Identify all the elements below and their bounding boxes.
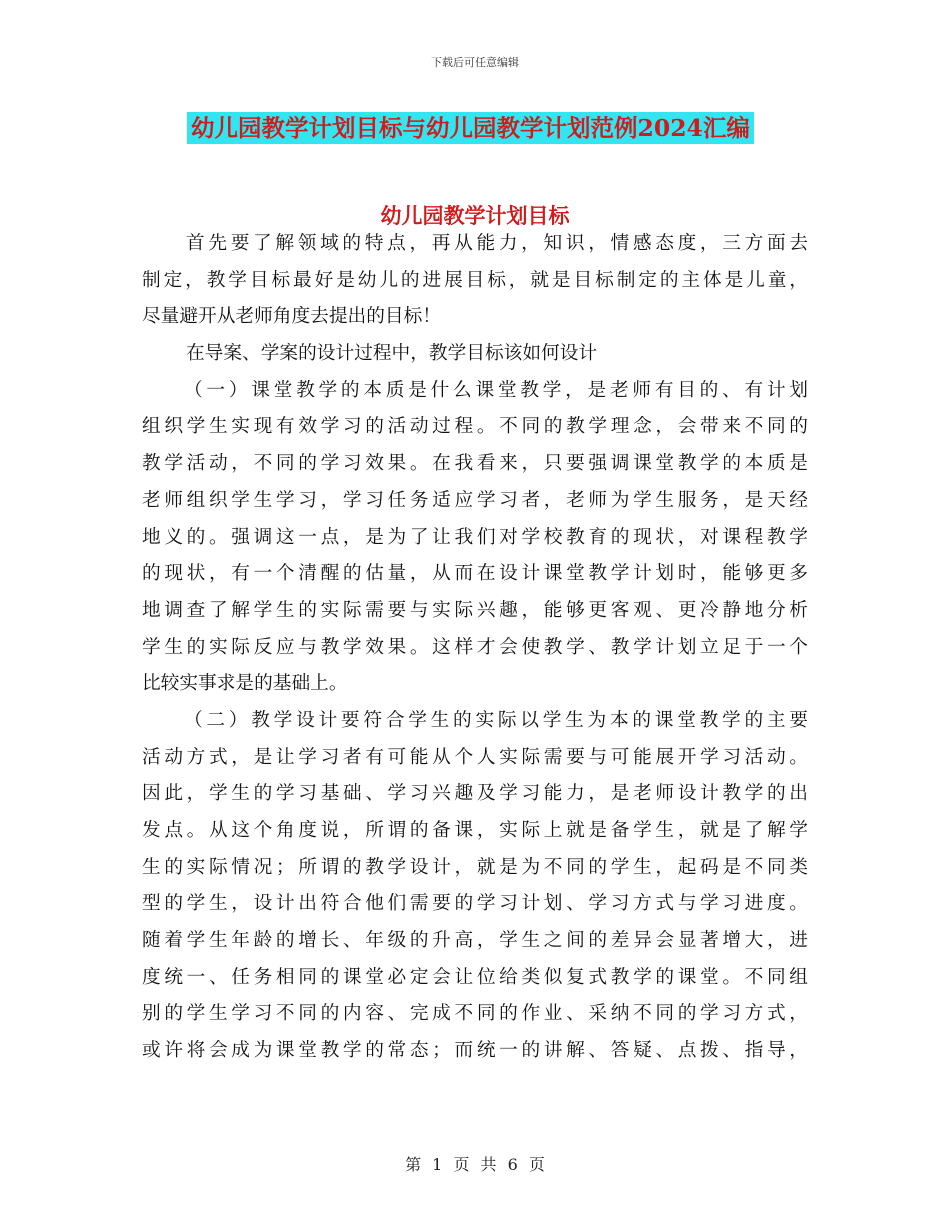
section-title: 幼儿园教学计划目标 xyxy=(380,203,570,228)
header-note: 下载后可任意编辑 xyxy=(431,56,519,69)
paragraph-line: 尽量避开从老师角度去提出的目标！ xyxy=(142,306,441,328)
paragraph-line: 教学活动，不同的学习效果。在我看来，只要强调课堂教学的本质是 xyxy=(142,453,808,475)
paragraph-line: （二）教学设计要符合学生的实际以学生为本的课堂教学的主要 xyxy=(184,709,808,731)
paragraph-line: 学生的实际反应与教学效果。这样才会使教学、教学计划立足于一个 xyxy=(142,636,808,658)
paragraph-line: 老师组织学生学习，学习任务适应学习者，老师为学生服务，是天经 xyxy=(142,489,808,511)
paragraph-line: 别的学生学习不同的内容、完成不同的作业、采纳不同的学习方式， xyxy=(142,1003,808,1025)
paragraph-line: 组织学生实现有效学习的活动过程。不同的教学理念，会带来不同的 xyxy=(142,416,808,438)
paragraph-line: （一）课堂教学的本质是什么课堂教学，是老师有目的、有计划 xyxy=(184,379,808,401)
paragraph-line: 制定，教学目标最好是幼儿的进展目标，就是目标制定的主体是儿童， xyxy=(142,269,808,291)
paragraph-line: 在导案、学案的设计过程中，教学目标该如何设计 xyxy=(186,343,598,365)
paragraph-line: 活动方式，是让学习者有可能从个人实际需要与可能展开学习活动。 xyxy=(142,746,808,768)
paragraph-line: 型的学生，设计出符合他们需要的学习计划、学习方式与学习进度。 xyxy=(142,893,808,915)
paragraph-line: 随着学生年龄的增长、年级的升高，学生之间的差异会显著增大，进 xyxy=(142,930,808,952)
body-text xyxy=(142,226,808,1070)
document-title: 幼儿园教学计划目标与幼儿园教学计划范例2024汇编 xyxy=(187,112,754,144)
paragraph-line: 地调查了解学生的实际需要与实际兴趣，能够更客观、更冷静地分析 xyxy=(142,599,808,621)
page-footer: 第 1 页 共 6 页 xyxy=(405,1155,545,1174)
paragraph-line: 比较实事求是的基础上。 xyxy=(142,673,348,695)
paragraph-line: 的现状，有一个清醒的估量，从而在设计课堂教学计划时，能够更多 xyxy=(142,563,808,585)
paragraph-line: 地义的。强调这一点，是为了让我们对学校教育的现状，对课程教学 xyxy=(142,526,808,548)
paragraph-line: 发点。从这个角度说，所谓的备课，实际上就是备学生，就是了解学 xyxy=(142,820,808,841)
paragraph-line: 生的实际情况；所谓的教学设计，就是为不同的学生，起码是不同类 xyxy=(142,856,808,878)
paragraph-line: 度统一、任务相同的课堂必定会让位给类似复式教学的课堂。不同组 xyxy=(142,966,808,988)
paragraph-line: 或许将会成为课堂教学的常态；而统一的讲解、答疑、点拨、指导， xyxy=(142,1040,808,1062)
paragraph-line: 首先要了解领域的特点，再从能力，知识，情感态度，三方面去 xyxy=(186,233,808,254)
paragraph-line: 因此，学生的学习基础、学习兴趣及学习能力，是老师设计教学的出 xyxy=(142,783,808,805)
